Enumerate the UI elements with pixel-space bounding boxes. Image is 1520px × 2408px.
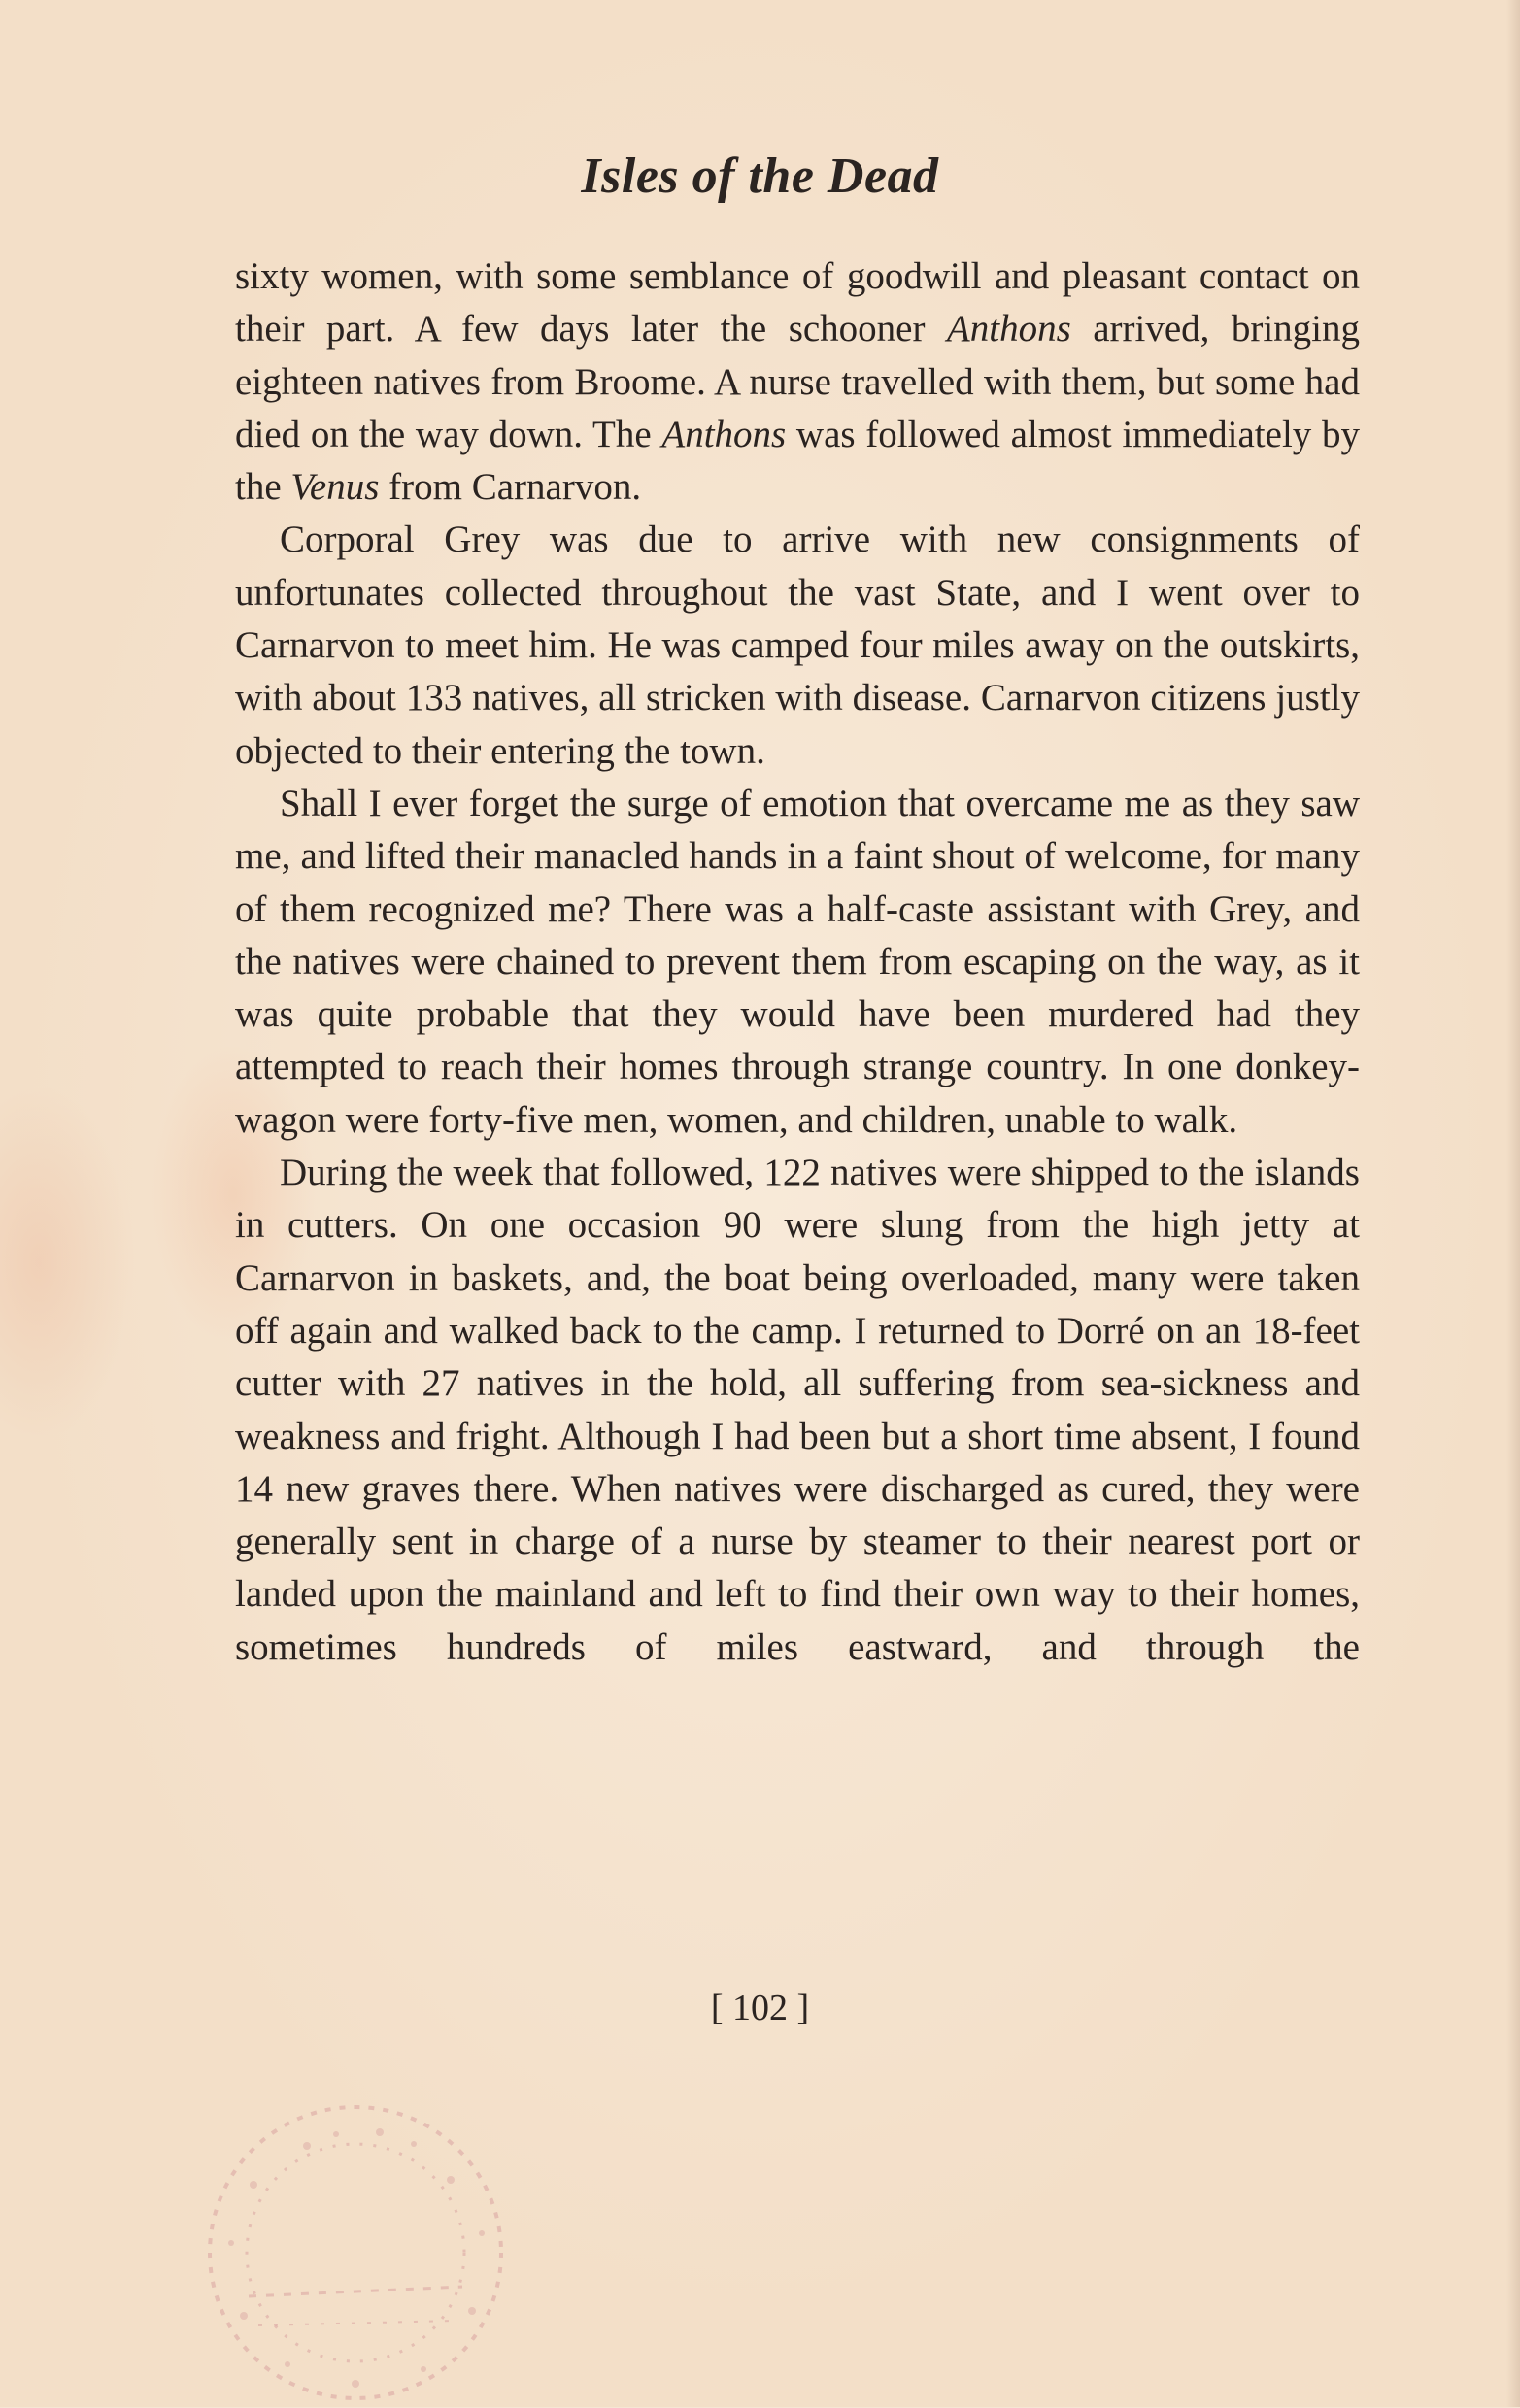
- paragraph: [235, 1147, 1360, 1674]
- text-segment: from Carnarvon.: [379, 466, 642, 509]
- text-segment: was followed almost immediately by the: [235, 413, 1360, 509]
- running-head: Isles of the Dead: [581, 149, 939, 204]
- text-segment: sixty women, with some semblance of goodwill and pleasant contact on their part. A few days later the schooner: [235, 255, 1360, 351]
- page-number: [ 102 ]: [710, 1988, 810, 2028]
- paragraph: [235, 251, 1360, 514]
- paragraph: [235, 514, 1360, 777]
- text-segment: Corporal Grey was due to arrive with new consignments of unfortunates collected throughout the vast State, and I went over to Carnarvon to meet him. He was camped four miles away on the outskirts, with about 133 natives, all stricken with disease. Carnarvon citizens justly objected to their entering the town.: [235, 518, 1360, 772]
- text-segment: During the week that followed, 122 natives were shipped to the islands in cutters. On one occasion 90 were slung from the high jetty at Carnarvon in baskets, and, the boat being overloaded, many were taken off again and walked back to the camp. I returned to Dorré on an 18-feet cutter with 27 natives in the hold, all suffering from sea-sickness and weakness and fright. Although I had been but a short time absent, I found 14 new graves there. When natives were discharged as cured, they were generally sent in charge of a nurse by steamer to their nearest port or landed upon the mainland and left to find their own way to their homes, sometimes hundreds of miles eastward, and through the: [235, 1152, 1360, 1668]
- library-stamp-icon: [190, 2088, 521, 2408]
- italic-ship-name: Anthons: [661, 413, 787, 455]
- italic-ship-name: Anthons: [946, 308, 1071, 351]
- body-text: [235, 251, 1360, 1674]
- italic-ship-name: Venus: [290, 466, 380, 509]
- text-segment: arrived, bringing eighteen natives from Broome. A nurse travelled with them, but some had died on the way down. The: [235, 308, 1360, 455]
- page-edge-shadow: [1506, 0, 1520, 2407]
- paragraph: [235, 778, 1360, 1147]
- text-segment: Shall I ever forget the surge of emotion that overcame me as they saw me, and lifted their manacled hands in a faint shout of welcome, for many of them recognized me? There was a half-caste assistant with Grey, and the natives were chained to prevent them from escaping on the way, as it was quite probable that they would have been murdered had they attempted to reach their homes through strange country. In one donkey-wagon were forty-five men, women, and children, unable to walk.: [235, 782, 1360, 1141]
